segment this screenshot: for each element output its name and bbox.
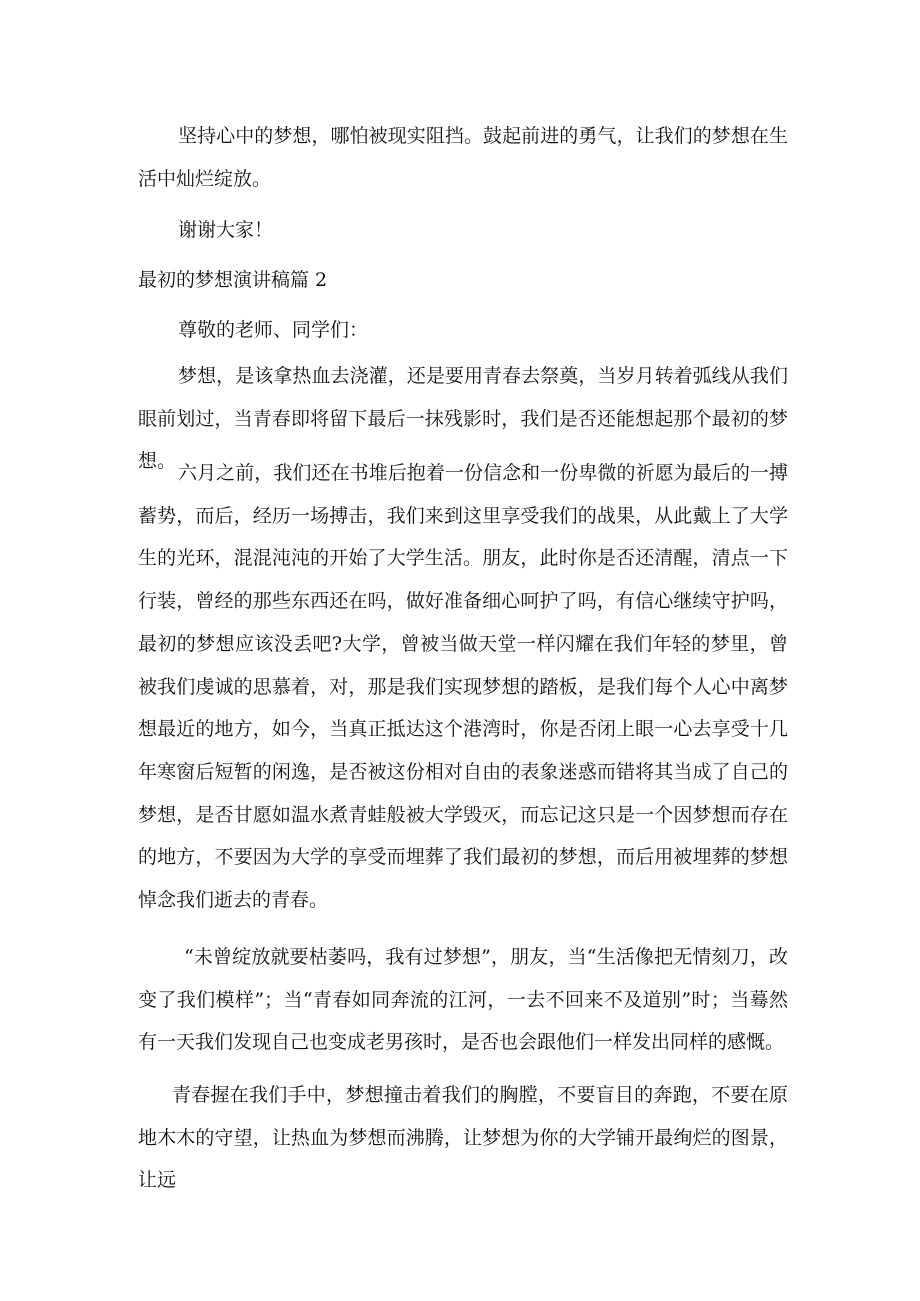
paragraph-thanks: 谢谢大家！ <box>178 219 274 241</box>
paragraph-youth-in-hand: 青春握在我们手中，梦想撞击着我们的胸膛，不要盲目的奔跑，不要在原地木木的守望，让热血为梦想而沸腾，让梦想为你的大学铺开最绚烂的图景，让远 <box>138 1084 788 1192</box>
paragraph-university-life: 六月之前，我们还在书堆后抱着一份信念和一份卑微的祈愿为最后的一搏蓄势，而后，经历一场搏击，我们来到这里享受我们的战果，从此戴上了大学生的光环，混混沌沌的开始了大学生活。朋友，此时你是否还清醒，清点一下行装，曾经的那些东西还在吗，做好准备细心呵护了吗，有信心继续守护吗，最初的梦想应该没丢吧?大学，曾被当做天堂一样闪耀在我们年轻的梦里，曾被我们虔诚的思慕着，对，那是我们实现梦想的踏板，是我们每个人心中离梦想最近的地方，如今，当真正抵达这个港湾时，你是否闭上眼一心去享受十几年寒窗后短暂的闲逸，是否被这份相对自由的表象迷惑而错将其当成了自己的梦想，是否甘愿如温水煮青蛙般被大学毁灭，而忘记这只是一个因梦想而存在的地方，不要因为大学的享受而埋葬了我们最初的梦想，而后用被埋葬的梦想悼念我们逝去的青春。 <box>138 462 788 912</box>
paragraph-closing-dream: 坚持心中的梦想，哪怕被现实阻挡。鼓起前进的勇气，让我们的梦想在生活中灿烂绽放。 <box>138 125 788 190</box>
paragraph-youth-quote: “未曾绽放就要枯萎吗，我有过梦想”，朋友，当“生活像把无情刻刀，改变了我们模样”；当“青春如同奔流的江河，一去不回来不及道别”时；当蓦然有一天我们发现自己也变成老男孩时，是否也会跟他们一样发出同样的感慨。 <box>138 946 788 1054</box>
paragraph-salutation: 尊敬的老师、同学们： <box>178 319 369 341</box>
paragraph-dream-question: 梦想，是该拿热血去浇灌，还是要用青春去祭奠，当岁月转着弧线从我们眼前划过，当青春即将留下最后一抹残影时，我们是否还能想起那个最初的梦想。 <box>138 365 788 473</box>
section-heading: 最初的梦想演讲稿篇 2 <box>138 269 328 291</box>
